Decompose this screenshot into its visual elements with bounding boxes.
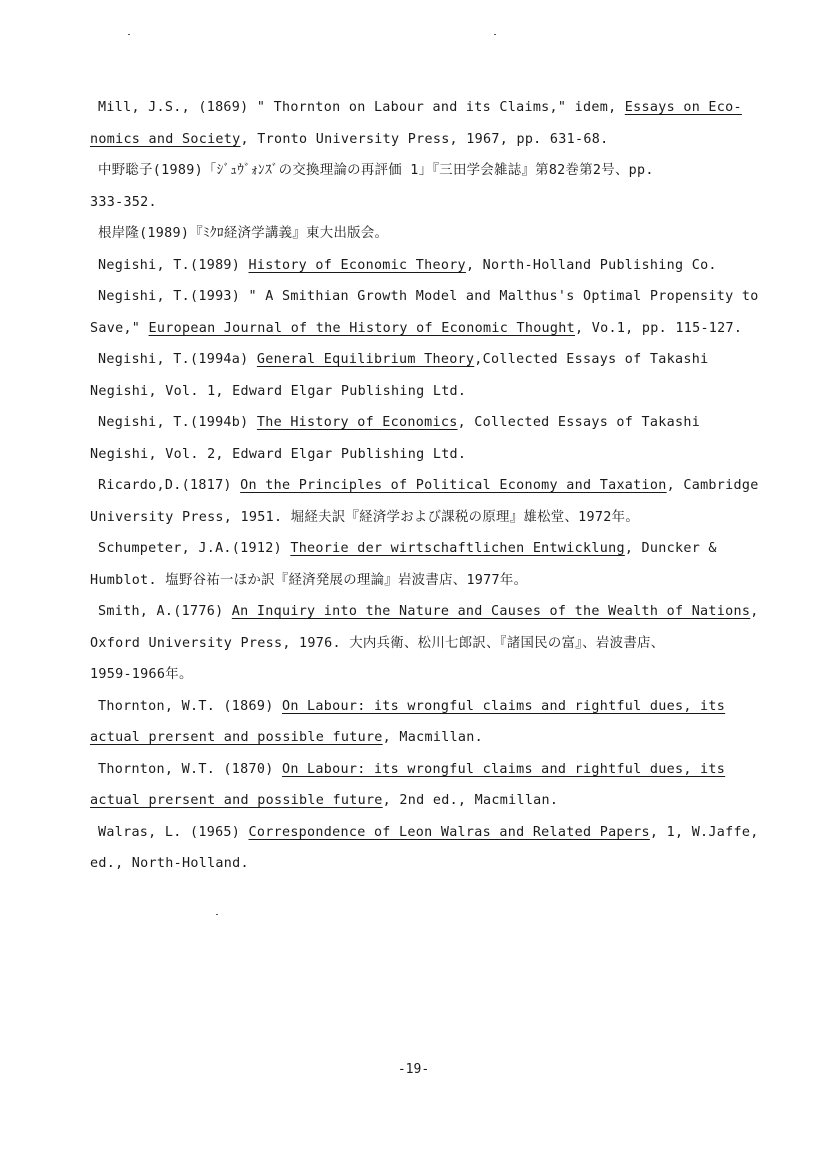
reference-title: Correspondence of Leon Walras and Related Papers	[248, 824, 650, 840]
reference-line	[90, 470, 770, 502]
reference-text: 中野聡子(1989)「ｼﾞｭｳﾞｫﾝｽﾞの交換理論の再評価 1」『三田学会雑誌』第82巻第2号、pp.	[98, 163, 654, 178]
reference-title: The History of Economics	[256, 415, 458, 430]
reference-text: Negishi, T.(1989)	[98, 257, 249, 273]
reference-text: Negishi, Vol. 2, Edward Elgar Publishing Ltd.	[90, 446, 467, 462]
reference-text: Mill, J.S., (1869) " Thornton on Labour and its Claims," idem,	[98, 100, 625, 115]
reference-text: Negishi, T.(1993) " A Smithian Growth Model and Malthus's Optimal Propensity to	[98, 289, 759, 304]
reference-line	[90, 376, 770, 408]
reference-text: , 2nd ed., Macmillan.	[382, 793, 559, 808]
reference-entry	[90, 691, 770, 754]
reference-title: actual prersent and possible future	[90, 793, 383, 808]
reference-text: Humblot. 塩野谷祐一ほか訳『経済発展の理論』岩波書店、1977年。	[90, 572, 528, 588]
scan-speck	[216, 914, 218, 915]
reference-entry	[90, 817, 770, 880]
reference-title: nomics and Society	[90, 131, 241, 147]
reference-text: Negishi, T.(1994a)	[98, 352, 257, 367]
reference-text: Walras, L. (1965)	[98, 824, 249, 840]
reference-entry	[90, 596, 770, 691]
reference-title: On the Principles of Political Economy and Taxation	[240, 478, 667, 493]
reference-line	[90, 407, 770, 439]
reference-line	[90, 250, 770, 282]
reference-line	[90, 124, 770, 156]
reference-text: Thornton, W.T. (1869)	[98, 698, 282, 714]
reference-text: Smith, A.(1776)	[98, 604, 232, 619]
reference-text: Thornton, W.T. (1870)	[98, 761, 282, 777]
reference-text: , Cambridge	[666, 478, 759, 493]
reference-title: Essays on Eco-	[624, 100, 742, 115]
reference-title: General Equilibrium Theory	[256, 352, 475, 367]
reference-list	[90, 92, 770, 880]
reference-title: European Journal of the History of Economic Thought	[148, 320, 576, 336]
reference-entry	[90, 250, 770, 282]
reference-text: Negishi, T.(1994b)	[98, 415, 257, 430]
reference-text: ,Collected Essays of Takashi	[474, 352, 709, 367]
reference-title: Theorie der wirtschaftlichen Entwicklung	[290, 541, 625, 556]
reference-text: , Tronto University Press, 1967, pp. 631-68.	[240, 131, 609, 147]
reference-line	[90, 722, 770, 754]
reference-line	[90, 502, 770, 534]
reference-title: An Inquiry into the Nature and Causes of the Wealth of Nations	[231, 604, 751, 619]
reference-line	[90, 187, 770, 219]
reference-title: History of Economic Theory	[248, 257, 466, 273]
reference-text: , Collected Essays of Takashi	[457, 415, 701, 430]
reference-text: University Press, 1951. 堀経夫訳『経済学および課税の原理』雄松堂、1972年。	[90, 509, 640, 525]
reference-entry	[90, 754, 770, 817]
reference-entry	[90, 92, 770, 155]
reference-text: , 1, W.Jaffe,	[649, 824, 759, 840]
reference-line	[90, 313, 770, 345]
reference-line	[90, 754, 770, 786]
page-number: -19-	[397, 1062, 430, 1077]
reference-text: , North-Holland Publishing Co.	[465, 257, 717, 273]
reference-text: 1959-1966年。	[90, 667, 193, 682]
reference-line	[90, 218, 770, 250]
reference-title: On Labour: its wrongful claims and rightful dues, its	[281, 761, 726, 777]
reference-title: On Labour: its wrongful claims and rightful dues, its	[281, 698, 726, 714]
reference-entry	[90, 218, 770, 250]
reference-text: , Vo.1, pp. 115-127.	[575, 320, 743, 336]
reference-line	[90, 596, 770, 628]
scan-speck	[494, 34, 496, 35]
scan-speck	[128, 34, 130, 35]
reference-text: 333-352.	[90, 194, 157, 210]
reference-line	[90, 533, 770, 565]
reference-title: actual prersent and possible future	[90, 730, 383, 745]
reference-entry	[90, 281, 770, 344]
reference-text: Save,"	[90, 320, 149, 336]
reference-text: Negishi, Vol. 1, Edward Elgar Publishing Ltd.	[90, 383, 467, 399]
reference-text: Schumpeter, J.A.(1912)	[98, 541, 291, 556]
reference-entry	[90, 533, 770, 596]
reference-line	[90, 659, 770, 691]
reference-line	[90, 155, 770, 187]
reference-text: , Macmillan.	[382, 730, 484, 745]
reference-text: ,	[750, 604, 759, 619]
reference-entry	[90, 407, 770, 470]
reference-line	[90, 628, 770, 660]
reference-line	[90, 691, 770, 723]
reference-text: ed., North-Holland.	[90, 856, 249, 871]
reference-line	[90, 92, 770, 124]
reference-line	[90, 344, 770, 376]
reference-text: Oxford University Press, 1976. 大内兵衛、松川七郎訳、『諸国民の富』、岩波書店、	[90, 635, 665, 651]
reference-line	[90, 281, 770, 313]
reference-entry	[90, 155, 770, 218]
reference-line	[90, 439, 770, 471]
reference-line	[90, 848, 770, 880]
reference-text: , Duncker &	[624, 541, 717, 556]
reference-line	[90, 785, 770, 817]
reference-entry	[90, 470, 770, 533]
reference-line	[90, 817, 770, 849]
reference-line	[90, 565, 770, 597]
reference-entry	[90, 344, 770, 407]
reference-text: 根岸隆(1989)『ﾐｸﾛ経済学講義』東大出版会。	[98, 226, 389, 241]
reference-text: Ricardo,D.(1817)	[98, 478, 241, 493]
